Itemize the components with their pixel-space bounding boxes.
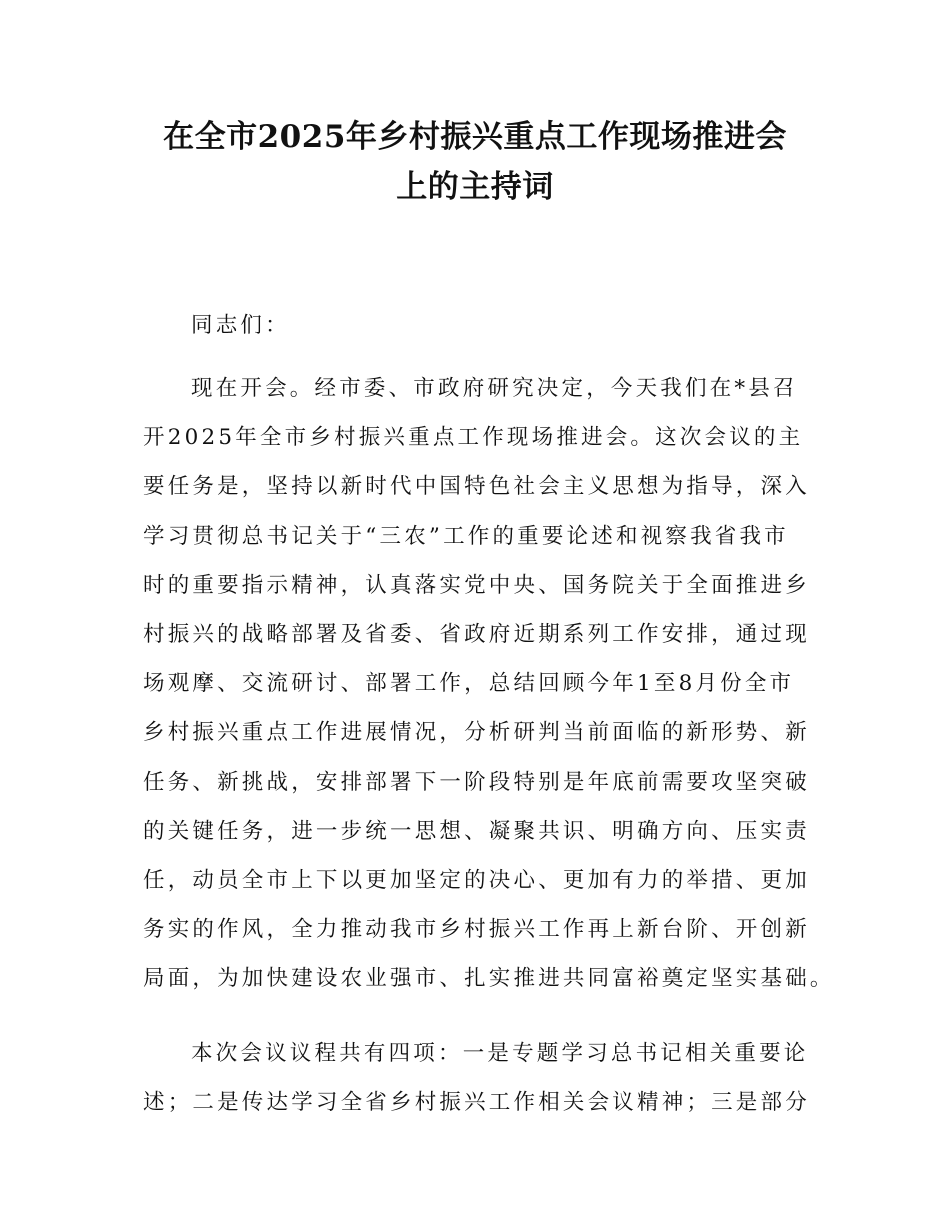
document-title: [0, 112, 950, 212]
paragraph-line: 述；二是传达学习全省乡村振兴工作相关会议精神；三是部分: [143, 1090, 810, 1116]
paragraph-line: 现在开会。经市委、市政府研究决定，今天我们在*县召: [191, 376, 798, 401]
paragraph-line: 任务、新挑战，安排部署下一阶段特别是年底前需要攻坚突破: [143, 769, 810, 795]
paragraph-line: 要任务是，坚持以新时代中国特色社会主义思想为指导，深入: [143, 474, 810, 500]
title-line-2: 上的主持词: [396, 169, 554, 205]
paragraph-line: 乡村振兴重点工作进展情况，分析研判当前面临的新形势、新: [143, 720, 810, 746]
paragraph-line: 开2025年全市乡村振兴重点工作现场推进会。这次会议的主: [143, 425, 804, 451]
paragraph-line: 村振兴的战略部署及省委、省政府近期系列工作安排，通过现: [143, 621, 810, 647]
paragraph-1: [143, 364, 835, 1003]
paragraph-line: 务实的作风，全力推动我市乡村振兴工作再上新台阶、开创新: [143, 917, 810, 943]
paragraph-line: 场观摩、交流研讨、部署工作，总结回顾今年1至8月份全市: [143, 671, 795, 697]
paragraph-2: [143, 1029, 827, 1127]
paragraph-line: 时的重要指示精神，认真落实党中央、国务院关于全面推进乡: [143, 572, 810, 598]
greeting-paragraph: [143, 301, 827, 350]
paragraph-line: 任，动员全市上下以更加坚定的决心、更加有力的举措、更加: [143, 867, 810, 893]
title-line-1: 在全市2025年乡村振兴重点工作现场推进会: [163, 119, 787, 155]
paragraph-line: 学习贯彻总书记关于“三农”工作的重要论述和视察我省我市: [143, 523, 789, 549]
paragraph-line: 本次会议议程共有四项：一是专题学习总书记相关重要论: [191, 1041, 809, 1066]
paragraph-line: 局面，为加快建设农业强市、扎实推进共同富裕奠定坚实基础。: [143, 966, 835, 992]
greeting: 同志们：: [191, 313, 290, 338]
paragraph-line: 的关键任务，进一步统一思想、凝聚共识、明确方向、压实责: [143, 818, 810, 844]
